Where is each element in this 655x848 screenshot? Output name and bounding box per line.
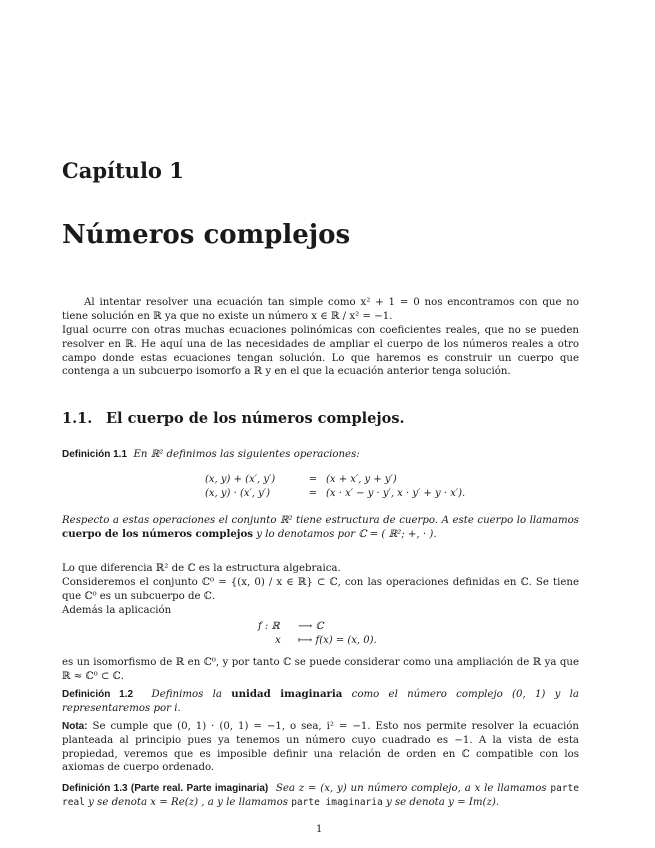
definition-1-3-a: Sea z = (x, y) un número complejo, a x le llamamos (275, 783, 551, 794)
definition-1-1-text: En ℝ² definimos las siguientes operaciones: (133, 449, 360, 460)
definition-1-2-head: Definición 1.2 (62, 689, 134, 700)
body-line-1: Lo que diferencia ℝ² de ℂ es la estructura algebraica. (62, 563, 341, 574)
map-row-2-b: ⟼ f(x) = (x, 0). (298, 635, 377, 646)
section-title: El cuerpo de los números complejos. (106, 410, 405, 427)
section-heading (62, 410, 405, 427)
definition-1-3-head: Definición 1.3 (Parte real. Parte imaginaria) (62, 783, 269, 794)
equation-product (205, 488, 465, 499)
equation-sum-rel: = (308, 474, 318, 485)
definition-1-1-head: Definición 1.1 (62, 449, 128, 460)
map-row-2 (258, 635, 377, 646)
map-row-1 (258, 621, 323, 632)
definition-1-1 (62, 448, 579, 462)
nota-text: Se cumple que (0, 1) · (0, 1) = −1, o sea, i² = −1. Esto nos permite resolver la ecuación planteada al principio pues ya tenemos un número cuyo cuadrado es −1. A la vista de esta propiedad, veremos que es imposible definir una relación de orden en ℂ compatible con los axiomas de cuerpo ordenado. (62, 721, 579, 774)
map-row-1-b: ⟶ ℂ (298, 621, 324, 632)
intro-paragraph-2: Igual ocurre con otras muchas ecuaciones polinómicas con coeficientes reales, que no se pueden resolver en ℝ. He aquí una de las necesidades de ampliar el cuerpo de los números reales a otro campo donde estas ecuaciones tengan solución. Lo que haremos es construir un cuerpo que contenga a un subcuerpo isomorfo a ℝ y en el que la ecuación anterior tenga solución. (62, 325, 579, 378)
chapter-label: Capítulo 1 (62, 158, 184, 183)
definition-1-1-body-a: Respecto a estas operaciones el conjunto ℝ² tiene estructura de cuerpo. A este cuerpo lo llamamos (62, 515, 579, 526)
body-line-3: Además la aplicación (62, 605, 172, 616)
definition-1-1-body-bold: cuerpo de los números complejos (62, 527, 254, 540)
section-number: 1.1. (62, 410, 93, 427)
nota (62, 720, 579, 775)
definition-1-2-bold: unidad imaginaria (231, 688, 343, 700)
definition-1-3-tt1: parte real (62, 783, 579, 808)
equation-sum-rhs: (x + x′, y + y′) (326, 474, 397, 485)
definition-1-2-a: Definimos la (151, 689, 232, 700)
intro-paragraph-1: Al intentar resolver una ecuación tan simple como x² + 1 = 0 nos encontramos con que no tiene solución en ℝ ya que no existe un número x ∈ ℝ / x² = −1. (62, 297, 579, 322)
body-line-4: es un isomorfismo de ℝ en ℂ⁰, y por tanto ℂ se puede considerar como una ampliación de ℝ ya que ℝ ≈ ℂ⁰ ⊂ ℂ. (62, 657, 579, 682)
definition-1-3-tt2: parte imaginaria (291, 796, 383, 808)
map-row-1-a: f : ℝ (258, 621, 280, 632)
nota-head: Nota: (62, 721, 88, 732)
definition-1-1-body (62, 514, 579, 542)
chapter-title: Números complejos (62, 220, 351, 250)
definition-1-2-b: como el número complejo (0, 1) y la representaremos por i. (62, 689, 579, 714)
body-line-2: Consideremos el conjunto ℂ⁰ = {(x, 0) / x ∈ ℝ} ⊂ ℂ, con las operaciones definidas en ℂ. Se tiene que ℂ⁰ es un subcuerpo de ℂ. (62, 577, 579, 602)
equation-product-lhs: (x, y) · (x′, y′) (205, 488, 270, 499)
definition-1-3-c: y se denota y = Im(z). (382, 796, 500, 808)
definition-1-2 (62, 688, 579, 716)
equation-sum (205, 474, 397, 485)
definition-1-1-body-b: y lo denotamos por ℂ = ( ℝ²; +, · ). (253, 528, 437, 540)
definition-1-3 (62, 782, 579, 810)
page-number: 1 (316, 824, 323, 835)
equation-product-rhs: (x · x′ − y · y′, x · y′ + y · x′). (326, 488, 466, 499)
equation-product-rel: = (308, 488, 318, 499)
definition-1-3-b: y se denota x = Re(z) , a y le llamamos (84, 796, 292, 808)
map-row-2-a: x (275, 635, 281, 646)
equation-sum-lhs: (x, y) + (x′, y′) (205, 474, 276, 485)
